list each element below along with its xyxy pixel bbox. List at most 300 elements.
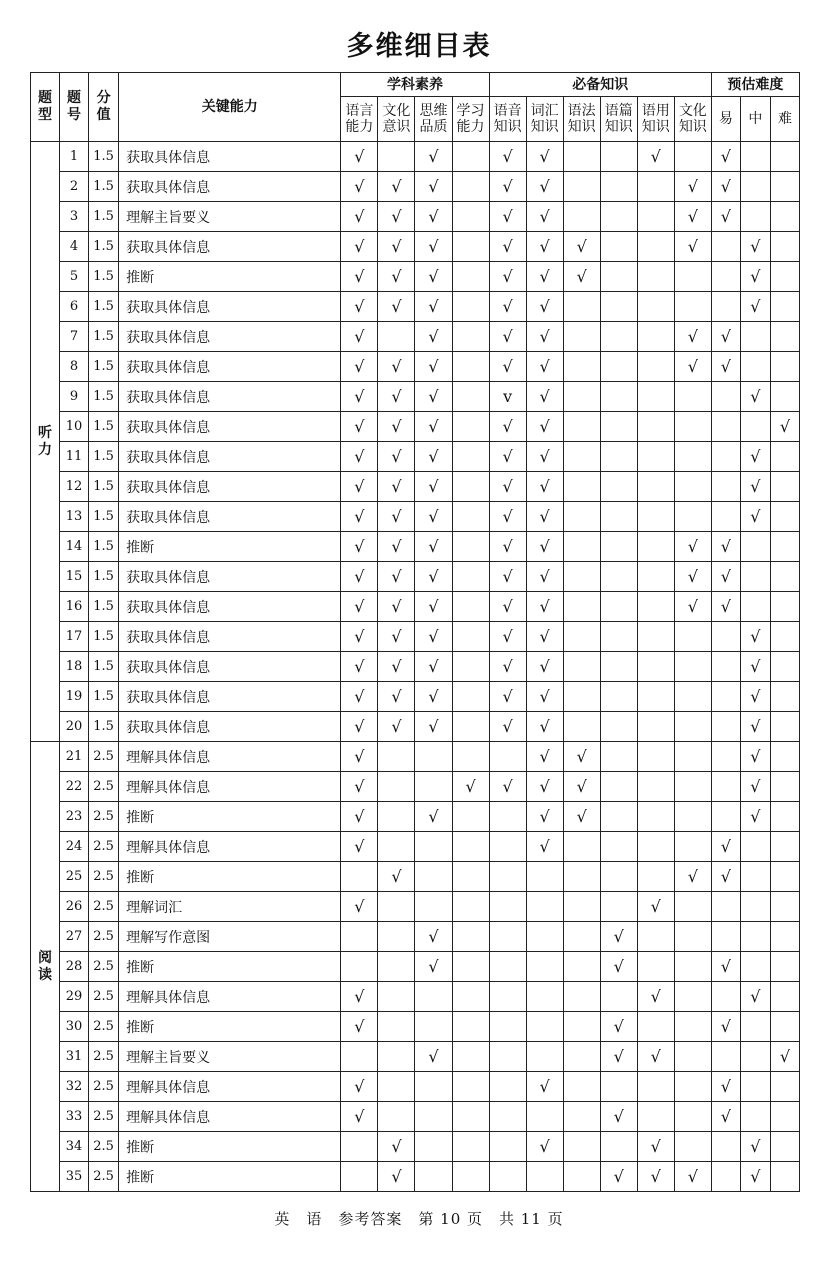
check-cell [489, 922, 526, 952]
check-cell: √ [526, 832, 563, 862]
check-cell [637, 292, 674, 322]
table-row [31, 802, 800, 832]
check-cell: √ [637, 1162, 674, 1192]
check-cell: √ [415, 502, 452, 532]
check-cell: √ [341, 1102, 378, 1132]
question-number: 15 [60, 562, 89, 592]
check-cell: √ [378, 1132, 415, 1162]
check-cell: √ [711, 862, 740, 892]
check-cell [770, 172, 799, 202]
check-cell [526, 1012, 563, 1042]
check-cell: √ [378, 652, 415, 682]
check-cell: √ [378, 352, 415, 382]
check-cell [600, 172, 637, 202]
check-cell [378, 922, 415, 952]
no-header-label: 题号 [67, 90, 82, 123]
check-cell: √ [341, 682, 378, 712]
check-cell: √ [711, 202, 740, 232]
check-cell [341, 922, 378, 952]
check-cell [674, 832, 711, 862]
check-cell [563, 922, 600, 952]
check-cell: √ [711, 562, 740, 592]
table-row [31, 1132, 800, 1162]
check-cell [740, 1102, 770, 1132]
check-cell [452, 952, 489, 982]
check-cell [637, 412, 674, 442]
check-cell: √ [341, 502, 378, 532]
check-cell [711, 892, 740, 922]
question-score: 2.5 [89, 922, 119, 952]
question-score: 2.5 [89, 742, 119, 772]
check-cell [415, 1162, 452, 1192]
check-cell: √ [526, 592, 563, 622]
check-cell [740, 922, 770, 952]
check-cell: √ [489, 412, 526, 442]
check-cell [415, 982, 452, 1012]
check-cell [600, 142, 637, 172]
check-cell: √ [489, 472, 526, 502]
check-cell: √ [489, 442, 526, 472]
check-cell: √ [740, 232, 770, 262]
check-cell [637, 772, 674, 802]
check-cell: √ [711, 322, 740, 352]
key-ability: 获取具体信息 [119, 682, 341, 712]
table-row [31, 472, 800, 502]
check-cell [674, 1072, 711, 1102]
check-cell [740, 532, 770, 562]
check-cell: √ [378, 202, 415, 232]
check-cell [740, 142, 770, 172]
check-cell [637, 802, 674, 832]
table-row [31, 862, 800, 892]
check-cell [452, 652, 489, 682]
check-cell [740, 832, 770, 862]
check-cell [770, 532, 799, 562]
check-cell [600, 742, 637, 772]
check-cell [770, 682, 799, 712]
check-cell [770, 1102, 799, 1132]
check-cell [674, 1042, 711, 1072]
check-cell: √ [341, 172, 378, 202]
type-header [31, 73, 60, 142]
check-cell [452, 292, 489, 322]
check-cell: √ [341, 892, 378, 922]
question-score: 1.5 [89, 292, 119, 322]
check-cell [674, 952, 711, 982]
check-cell: √ [526, 202, 563, 232]
question-number: 27 [60, 922, 89, 952]
check-cell: √ [415, 232, 452, 262]
question-score: 1.5 [89, 322, 119, 352]
check-cell [452, 532, 489, 562]
check-cell [452, 1012, 489, 1042]
check-cell: √ [740, 712, 770, 742]
check-cell [563, 622, 600, 652]
question-number: 32 [60, 1072, 89, 1102]
table-row [31, 232, 800, 262]
check-cell: √ [489, 232, 526, 262]
check-cell [600, 502, 637, 532]
check-cell: √ [415, 532, 452, 562]
check-cell [452, 862, 489, 892]
check-cell [637, 742, 674, 772]
check-cell: √ [563, 232, 600, 262]
check-cell [526, 952, 563, 982]
check-cell [770, 892, 799, 922]
check-cell [600, 532, 637, 562]
question-number: 24 [60, 832, 89, 862]
check-cell [489, 1012, 526, 1042]
key-ability: 推断 [119, 802, 341, 832]
key-ability: 获取具体信息 [119, 622, 341, 652]
key-ability: 推断 [119, 1162, 341, 1192]
check-cell [489, 862, 526, 892]
check-cell [711, 502, 740, 532]
check-cell: √ [415, 592, 452, 622]
check-cell [637, 922, 674, 952]
table-row [31, 742, 800, 772]
check-cell: √ [526, 382, 563, 412]
check-cell [600, 772, 637, 802]
question-score: 2.5 [89, 802, 119, 832]
check-cell [711, 382, 740, 412]
check-cell: √ [489, 682, 526, 712]
question-score: 1.5 [89, 562, 119, 592]
check-cell: √ [637, 892, 674, 922]
key-ability: 推断 [119, 262, 341, 292]
check-cell: √ [378, 502, 415, 532]
check-cell: √ [526, 652, 563, 682]
check-cell [637, 202, 674, 232]
check-cell: √ [526, 532, 563, 562]
check-cell: √ [415, 442, 452, 472]
check-cell: √ [341, 652, 378, 682]
check-cell: √ [415, 1042, 452, 1072]
check-cell: √ [711, 1102, 740, 1132]
check-cell [740, 1042, 770, 1072]
subcol-cultural-awareness [378, 97, 415, 142]
check-cell [452, 832, 489, 862]
check-cell [770, 652, 799, 682]
question-number: 25 [60, 862, 89, 892]
check-cell [770, 742, 799, 772]
check-cell [740, 412, 770, 442]
check-cell [452, 922, 489, 952]
table-row [31, 1072, 800, 1102]
check-cell: √ [341, 622, 378, 652]
check-cell: √ [740, 982, 770, 1012]
question-number: 11 [60, 442, 89, 472]
check-cell: √ [415, 262, 452, 292]
check-cell: √ [740, 652, 770, 682]
check-cell [415, 1072, 452, 1102]
check-cell [637, 862, 674, 892]
check-cell: √ [341, 412, 378, 442]
page-title: 多维细目表 [346, 31, 492, 62]
check-cell [563, 682, 600, 712]
check-cell: √ [740, 802, 770, 832]
check-cell [770, 502, 799, 532]
check-cell [637, 172, 674, 202]
table-row [31, 442, 800, 472]
check-cell: √ [637, 142, 674, 172]
check-cell [526, 922, 563, 952]
subcol-hard: 难 [770, 97, 799, 142]
check-cell: √ [674, 862, 711, 892]
check-cell [600, 352, 637, 382]
check-cell [711, 1042, 740, 1072]
check-cell [600, 682, 637, 712]
key-ability: 获取具体信息 [119, 712, 341, 742]
check-cell: √ [378, 292, 415, 322]
key-ability: 推断 [119, 862, 341, 892]
table-row [31, 382, 800, 412]
check-cell [600, 292, 637, 322]
check-cell: √ [415, 802, 452, 832]
check-cell: √ [563, 802, 600, 832]
check-cell: √ [526, 292, 563, 322]
check-cell [563, 1162, 600, 1192]
check-cell [341, 1042, 378, 1072]
check-cell [740, 862, 770, 892]
key-ability: 理解具体信息 [119, 982, 341, 1012]
check-cell [637, 712, 674, 742]
check-cell [711, 982, 740, 1012]
check-cell: √ [341, 532, 378, 562]
check-cell [452, 1072, 489, 1102]
check-cell: √ [740, 472, 770, 502]
check-cell [452, 472, 489, 502]
table-row [31, 352, 800, 382]
check-cell [740, 892, 770, 922]
table-row [31, 622, 800, 652]
check-cell [770, 322, 799, 352]
check-cell [637, 352, 674, 382]
check-cell [563, 952, 600, 982]
check-cell [674, 682, 711, 712]
question-score: 2.5 [89, 1042, 119, 1072]
check-cell [770, 802, 799, 832]
check-cell: √ [378, 532, 415, 562]
check-cell: √ [526, 772, 563, 802]
check-cell [711, 712, 740, 742]
check-cell [711, 1162, 740, 1192]
question-score: 2.5 [89, 1072, 119, 1102]
check-cell [526, 1102, 563, 1132]
check-cell: √ [526, 442, 563, 472]
check-cell: √ [341, 262, 378, 292]
check-cell [637, 682, 674, 712]
check-cell [452, 322, 489, 352]
check-cell [489, 952, 526, 982]
subcol-label: 思维品质 [419, 103, 448, 135]
check-cell [563, 1072, 600, 1102]
table-row [31, 532, 800, 562]
check-cell: √ [526, 142, 563, 172]
check-cell [563, 862, 600, 892]
check-cell [489, 742, 526, 772]
check-cell: √ [415, 352, 452, 382]
question-score: 1.5 [89, 532, 119, 562]
check-cell [637, 322, 674, 352]
check-cell [415, 1102, 452, 1132]
key-ability: 理解具体信息 [119, 742, 341, 772]
check-cell: √ [563, 742, 600, 772]
check-cell [600, 652, 637, 682]
table-row [31, 262, 800, 292]
check-cell [378, 772, 415, 802]
check-cell: √ [489, 322, 526, 352]
check-cell: √ [341, 772, 378, 802]
table-row [31, 172, 800, 202]
question-number: 20 [60, 712, 89, 742]
check-cell: √ [415, 682, 452, 712]
check-cell [526, 1042, 563, 1072]
check-cell [489, 982, 526, 1012]
key-ability: 获取具体信息 [119, 292, 341, 322]
check-cell: √ [489, 622, 526, 652]
check-cell [600, 982, 637, 1012]
check-cell [711, 232, 740, 262]
check-cell [452, 502, 489, 532]
check-cell [563, 202, 600, 232]
check-cell [600, 832, 637, 862]
question-number: 35 [60, 1162, 89, 1192]
check-cell [770, 202, 799, 232]
check-cell: √ [740, 742, 770, 772]
check-cell [674, 622, 711, 652]
check-cell: √ [674, 352, 711, 382]
question-score: 2.5 [89, 1102, 119, 1132]
check-cell [600, 472, 637, 502]
check-cell [600, 562, 637, 592]
check-cell [637, 652, 674, 682]
check-cell [563, 292, 600, 322]
check-cell [770, 712, 799, 742]
question-score: 1.5 [89, 652, 119, 682]
key-ability: 获取具体信息 [119, 592, 341, 622]
check-cell [415, 1132, 452, 1162]
question-number: 18 [60, 652, 89, 682]
check-cell: √ [526, 502, 563, 532]
check-cell [563, 562, 600, 592]
question-number: 5 [60, 262, 89, 292]
check-cell: √ [489, 562, 526, 592]
subcol-pragmatics [637, 97, 674, 142]
question-score: 1.5 [89, 682, 119, 712]
table-row [31, 1012, 800, 1042]
check-cell [452, 1042, 489, 1072]
check-cell: √ [526, 712, 563, 742]
subcol-language-ability [341, 97, 378, 142]
check-cell: √ [489, 592, 526, 622]
check-cell [563, 1132, 600, 1162]
check-cell [452, 172, 489, 202]
question-score: 1.5 [89, 622, 119, 652]
check-cell: √ [740, 502, 770, 532]
question-number: 16 [60, 592, 89, 622]
check-cell: √ [711, 832, 740, 862]
question-type-cell [31, 142, 60, 742]
check-cell [452, 262, 489, 292]
question-number: 2 [60, 172, 89, 202]
check-cell [341, 1132, 378, 1162]
check-cell: √ [341, 142, 378, 172]
question-type-label: 阅读 [38, 949, 53, 983]
key-ability: 理解具体信息 [119, 1072, 341, 1102]
question-score: 1.5 [89, 592, 119, 622]
check-cell: √ [378, 862, 415, 892]
check-cell [415, 862, 452, 892]
check-cell: √ [489, 142, 526, 172]
table-row [31, 1102, 800, 1132]
check-cell [378, 1012, 415, 1042]
check-cell: √ [415, 952, 452, 982]
key-ability: 理解具体信息 [119, 772, 341, 802]
check-cell [563, 712, 600, 742]
check-cell [637, 472, 674, 502]
check-cell: √ [415, 622, 452, 652]
check-cell [740, 1012, 770, 1042]
check-cell: √ [415, 142, 452, 172]
check-cell: √ [526, 682, 563, 712]
check-cell: √ [740, 292, 770, 322]
specification-table [30, 72, 800, 1192]
subcol-label: 语言能力 [345, 103, 374, 135]
group-difficulty: 预估难度 [711, 73, 799, 97]
question-number: 28 [60, 952, 89, 982]
question-number: 8 [60, 352, 89, 382]
no-header [60, 73, 89, 142]
check-cell: √ [526, 322, 563, 352]
ability-header: 关键能力 [119, 73, 341, 142]
question-score: 1.5 [89, 472, 119, 502]
check-cell [415, 892, 452, 922]
check-cell [452, 382, 489, 412]
check-cell: √ [711, 1012, 740, 1042]
header-row-groups [31, 73, 800, 97]
question-type-cell [31, 742, 60, 1192]
question-score: 2.5 [89, 952, 119, 982]
question-number: 9 [60, 382, 89, 412]
check-cell [600, 622, 637, 652]
question-score: 2.5 [89, 982, 119, 1012]
check-cell [770, 1012, 799, 1042]
question-score: 1.5 [89, 442, 119, 472]
check-cell [489, 1162, 526, 1192]
check-cell [563, 412, 600, 442]
table-body [31, 142, 800, 1192]
question-number: 26 [60, 892, 89, 922]
check-cell [770, 922, 799, 952]
check-cell [600, 232, 637, 262]
key-ability: 理解主旨要义 [119, 202, 341, 232]
check-cell: √ [600, 1162, 637, 1192]
check-cell: √ [341, 472, 378, 502]
key-ability: 理解主旨要义 [119, 1042, 341, 1072]
check-cell [674, 652, 711, 682]
key-ability: 获取具体信息 [119, 502, 341, 532]
check-cell [452, 142, 489, 172]
key-ability: 获取具体信息 [119, 142, 341, 172]
check-cell: √ [378, 232, 415, 262]
check-cell [563, 982, 600, 1012]
subcol-label: 语音知识 [493, 103, 522, 135]
check-cell: √ [378, 172, 415, 202]
key-ability: 推断 [119, 532, 341, 562]
check-cell [674, 712, 711, 742]
check-cell [563, 442, 600, 472]
